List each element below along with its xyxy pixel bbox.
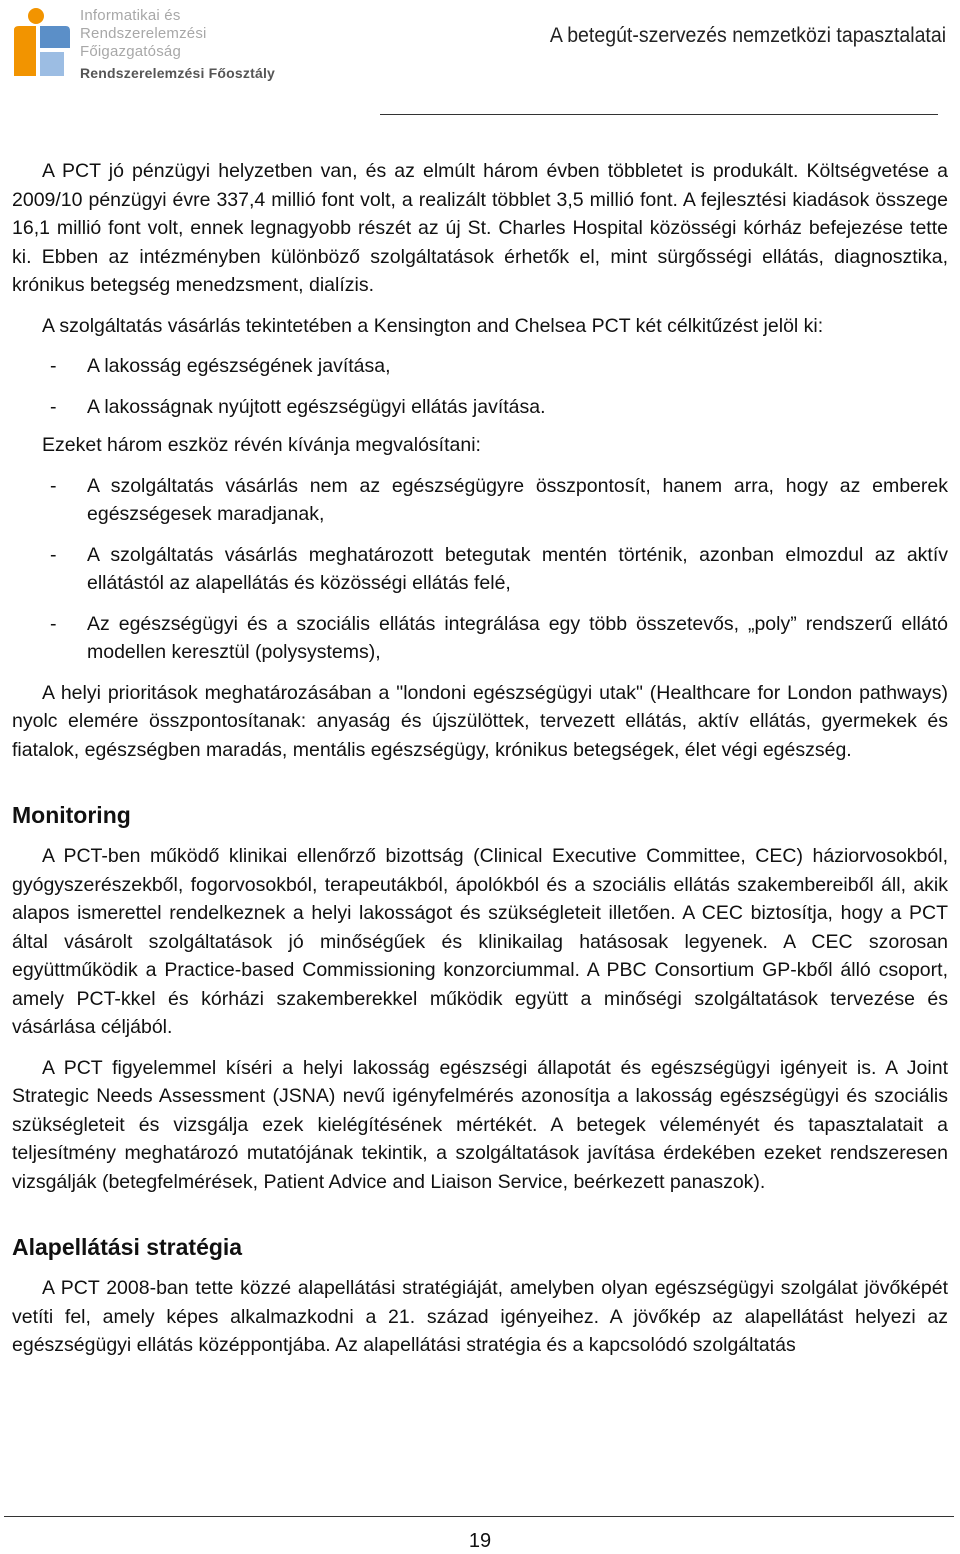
list-item: - A lakosságnak nyújtott egészségügyi ellátás javítása.	[50, 395, 546, 418]
paragraph-objectives-intro: A szolgáltatás vásárlás tekintetében a Kensington and Chelsea PCT két célkitűzést jelöl ki:	[42, 314, 824, 337]
org-name-line-1: Informatikai és	[80, 7, 181, 24]
header-divider	[380, 114, 938, 115]
page-number: 19	[468, 1530, 492, 1552]
list-item: - A lakosság egészségének javítása,	[50, 355, 391, 377]
organization-logo	[6, 4, 316, 88]
document-title: A betegút-szervezés nemzetközi tapasztalatai	[549, 24, 946, 47]
list-item: - A szolgáltatás vásárlás nem az egészségügyre összpontosít, hanem arra, hogy az emberek egészségesek maradjanak,	[50, 474, 948, 525]
paragraph-priorities: A helyi prioritások meghatározásában a "londoni egészségügyi utak" (Healthcare for London pathways) nyolc elemére összpontosítanak: anyaság és újszülöttek, tervezett ellátás, aktív ellátás, gyermekek és fiatalok, egészségben maradás, mentális egészségügy, krónikus betegségek, élet végi egészség.	[12, 681, 948, 761]
org-department: Rendszerelemzési Főosztály	[80, 65, 276, 81]
tools-list	[12, 472, 948, 667]
paragraph-jsna: A PCT figyelemmel kíséri a helyi lakosság egészségi állapotát és egészségügyi igényeit is. A Joint Strategic Needs Assessment (JSNA) nevű igényfelmérés azonosítja a lakosság egészségügyi és szociális szükségleteit és vizsgálja ezek kielégítésének mértékét. A betegek véleményét és tapasztalatait a teljesítmény meghatározó mutatójának tekintik, a szolgáltatások javítása érdekében ezeket rendszeresen vizsgálják (betegfelmérések, Patient Advice and Liaison Service, beérkezett panaszok).	[12, 1056, 948, 1193]
list-item: - Az egészségügyi és a szociális ellátás integrálása egy több összetevős, „poly” rendszerű ellátó modellen keresztül (polysystems),	[50, 612, 948, 663]
paragraph-finances: A PCT jó pénzügyi helyzetben van, és az elmúlt három évben többletet is produkált. Költségvetése a 2009/10 pénzügyi évre 337,4 millió font volt, a realizált többlet 3,5 millió font. A fejlesztési kiadások összege 16,1 millió font volt, ennek legnagyobb részét az új St. Charles Hospital közösségi kórház befejezése tette ki. Ebben az intézményben különböző szolgáltatások érhetők el, mint sürgősségi ellátás, diagnosztika, krónikus betegség menedzsment, dialízis.	[12, 160, 948, 296]
org-name-line-2: Rendszerelemzési	[80, 25, 207, 42]
list-item: - A szolgáltatás vásárlás meghatározott betegutak mentén történik, azonban elmozdul az aktív ellátástól az alapellátás és közösségi ellátás felé,	[50, 543, 948, 594]
document-body	[12, 157, 948, 1360]
paragraph-strategy: A PCT 2008-ban tette közzé alapellátási stratégiáját, amelyben olyan egészségügyi szolgálat jövőképét vetíti fel, amely képes alkalmazkodni a 21. század igényeihez. A jövőkép az alapellátást helyezi az egészségügyi ellátás középpontjába. Az alapellátási stratégia és a kapcsolódó szolgáltatás	[12, 1277, 948, 1356]
org-name-line-3: Főigazgatóság	[80, 43, 182, 60]
heading-monitoring: Monitoring	[12, 802, 131, 828]
paragraph-tools-intro: Ezeket három eszköz révén kívánja megvalósítani:	[42, 434, 481, 456]
heading-primary-care-strategy: Alapellátási stratégia	[12, 1234, 243, 1260]
objectives-list	[12, 352, 948, 421]
page-header	[0, 0, 960, 120]
paragraph-cec: A PCT-ben működő klinikai ellenőrző bizottság (Clinical Executive Committee, CEC) háziorvosokból, gyógyszerészekből, fogorvosokból, terapeutákból, ápolókból és a szociális ellátás szakembereiből áll, akik alapos ismerettel rendelkeznek a helyi lakosságot és szükségleteit illetően. A CEC biztosítja, hogy a PCT által vásárolt szolgáltatások jó minőségűek és klinikailag hatásosak legyenek. A CEC szorosan együttműködik a Practice-based Commissioning konzorciummal. A PBC Consortium GP-kből álló csoport, amely PCT-kkel és kórházi szakemberekkel működik együtt a minőségi szolgáltatások tervezése és vásárlása céljából.	[12, 845, 948, 1038]
person-figure-logo-icon	[6, 4, 76, 84]
footer-divider	[4, 1516, 954, 1517]
